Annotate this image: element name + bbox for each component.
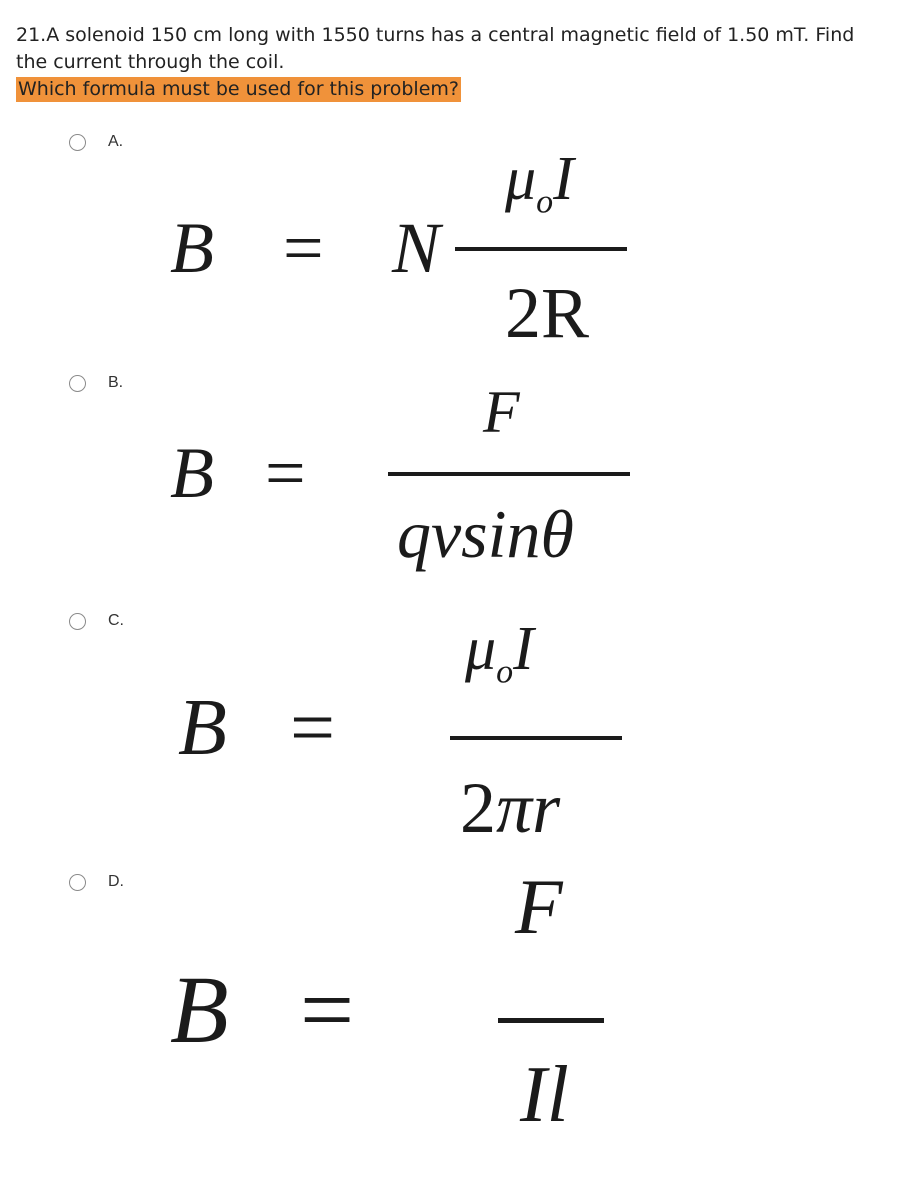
formula-a-lhs: B: [170, 208, 214, 288]
formula-b-lhs: B: [170, 433, 214, 513]
formula-c-denominator: 2πr: [460, 768, 561, 848]
option-a-letter: A.: [108, 133, 124, 150]
formula-d-lhs: B: [170, 956, 229, 1063]
formula-a-equals: =: [283, 208, 324, 288]
fraction-bar-d: [498, 1018, 604, 1023]
formula-c-equals: =: [290, 684, 336, 772]
formula-c-lhs: B: [178, 684, 227, 772]
question-text: 21.A solenoid 150 cm long with 1550 turns has a central magnetic field of 1.50 mT. Find the current through the coil.: [16, 24, 855, 73]
formula-d-denominator: Il: [520, 1051, 569, 1139]
formula-c-numerator: $\mu_oI$: [465, 615, 534, 691]
formula-a-prefix: N: [392, 208, 441, 288]
option-b-letter: B.: [108, 374, 124, 391]
formula-b-equals: =: [265, 433, 306, 513]
pi-r: πr: [496, 768, 561, 848]
current-symbol: I: [513, 615, 534, 683]
question-prompt: Which formula must be used for this problem?: [18, 78, 459, 100]
formula-b-numerator: F: [483, 379, 520, 445]
formula-a-denominator: 2R: [505, 273, 590, 353]
option-c-letter: C.: [108, 612, 124, 629]
current-symbol: I: [553, 145, 574, 213]
formula-d-equals: =: [300, 956, 355, 1063]
formula-b-denominator: qvsinθ: [397, 496, 574, 572]
formula-a-numerator: $\mu_oI$: [505, 145, 574, 221]
option-d-letter: D.: [108, 873, 124, 890]
formula-d-numerator: F: [515, 863, 563, 950]
